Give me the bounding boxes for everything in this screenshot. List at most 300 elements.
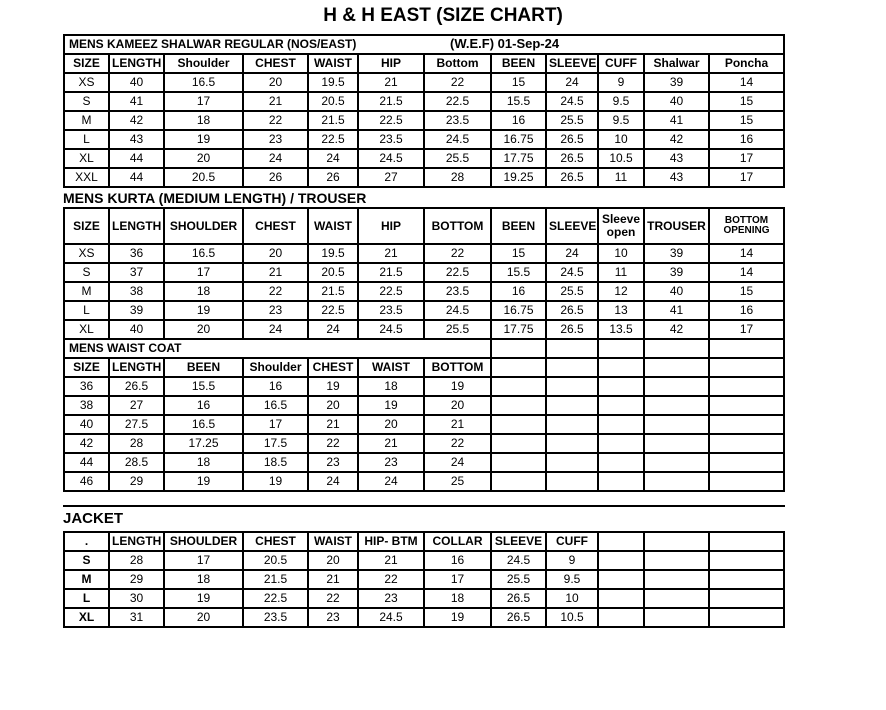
table-cell: 24: [546, 73, 598, 92]
empty-cell: [644, 377, 709, 396]
table-cell: 17.25: [164, 434, 243, 453]
table-cell: L: [64, 589, 109, 608]
table-cell: M: [64, 111, 109, 130]
table-cell: 24.5: [546, 92, 598, 111]
empty-cell: [709, 396, 784, 415]
table-cell: 22.5: [358, 111, 424, 130]
column-header: SIZE: [64, 358, 109, 377]
table-cell: 21.5: [308, 111, 358, 130]
column-header: HIP: [358, 208, 424, 244]
table-row: [64, 149, 784, 168]
table-cell: 27: [358, 168, 424, 187]
table-cell: 16: [424, 551, 491, 570]
column-header: .: [64, 532, 109, 551]
table-cell: 24: [546, 244, 598, 263]
empty-cell: [644, 551, 709, 570]
table-cell: 24.5: [358, 608, 424, 627]
column-header: TROUSER: [644, 208, 709, 244]
table-cell: 22.5: [424, 92, 491, 111]
table-cell: 19: [424, 608, 491, 627]
table-cell: 39: [644, 263, 709, 282]
empty-cell: [644, 434, 709, 453]
jacket-table-body: [64, 532, 784, 627]
table-cell: 16.5: [164, 73, 243, 92]
table-cell: 20: [308, 551, 358, 570]
table-cell: 16.5: [164, 244, 243, 263]
table-cell: 14: [709, 244, 784, 263]
column-header: CHEST: [243, 532, 308, 551]
table-row: [64, 551, 784, 570]
table-cell: 19: [164, 472, 243, 491]
table-cell: 10: [598, 130, 644, 149]
table-cell: 20: [308, 396, 358, 415]
table-cell: 20: [164, 608, 243, 627]
empty-header-cell: [644, 358, 709, 377]
empty-cell: [709, 377, 784, 396]
table-cell: 19.5: [308, 244, 358, 263]
table-cell: 39: [644, 73, 709, 92]
table-cell: XL: [64, 608, 109, 627]
table-row: [64, 415, 784, 434]
column-header: LENGTH: [109, 54, 164, 73]
page-title: H & H EAST (SIZE CHART): [323, 5, 563, 26]
table-cell: 19: [243, 472, 308, 491]
table-cell: 20: [164, 320, 243, 339]
effective-date: (W.E.F) 01-Sep-24: [450, 36, 560, 51]
table-row: [64, 111, 784, 130]
table-cell: 17: [709, 149, 784, 168]
table-cell: 23.5: [424, 282, 491, 301]
column-header: BOTTOM: [424, 358, 491, 377]
table-cell: 42: [64, 434, 109, 453]
empty-cell: [644, 589, 709, 608]
table-cell: 22: [308, 434, 358, 453]
table-cell: 21: [424, 415, 491, 434]
column-header: CHEST: [243, 54, 308, 73]
table-cell: 26.5: [546, 168, 598, 187]
table-cell: 23.5: [424, 111, 491, 130]
table-row: [64, 301, 784, 320]
empty-cell: [598, 453, 644, 472]
table-cell: S: [64, 92, 109, 111]
table-cell: 16.5: [243, 396, 308, 415]
empty-cell: [598, 551, 644, 570]
column-header: WAIST: [308, 532, 358, 551]
table-cell: 20: [424, 396, 491, 415]
table-cell: 23.5: [243, 608, 308, 627]
table-cell: 18: [164, 453, 243, 472]
empty-cell: [598, 608, 644, 627]
table-cell: 19.25: [491, 168, 546, 187]
column-header: CUFF: [598, 54, 644, 73]
header-row: [64, 54, 784, 73]
column-header: CUFF: [546, 532, 598, 551]
header-row: [64, 532, 784, 551]
table-cell: 15.5: [164, 377, 243, 396]
table-cell: 27.5: [109, 415, 164, 434]
column-header: BEEN: [491, 54, 546, 73]
empty-cell: [546, 472, 598, 491]
table-cell: 23: [243, 301, 308, 320]
empty-cell: [644, 339, 709, 358]
column-header: BOTTOM OPENING: [709, 208, 784, 244]
table-cell: 26.5: [546, 320, 598, 339]
empty-cell: [546, 453, 598, 472]
table-cell: XL: [64, 320, 109, 339]
table-cell: 21: [243, 92, 308, 111]
table-cell: 37: [109, 263, 164, 282]
empty-cell: [709, 434, 784, 453]
table-cell: 44: [109, 168, 164, 187]
table-cell: XL: [64, 149, 109, 168]
table-cell: 25.5: [424, 149, 491, 168]
table-cell: 21.5: [243, 570, 308, 589]
empty-cell: [598, 472, 644, 491]
table-cell: 38: [64, 396, 109, 415]
table-row: [64, 168, 784, 187]
table-cell: 17: [709, 168, 784, 187]
column-header: SLEEVE: [546, 54, 598, 73]
table-cell: 24.5: [546, 263, 598, 282]
table-cell: 23.5: [358, 130, 424, 149]
table-cell: 10: [598, 244, 644, 263]
table-cell: 24: [308, 472, 358, 491]
table-cell: 20.5: [164, 168, 243, 187]
kurta-waistcoat-table: [63, 207, 785, 492]
table-cell: 24.5: [491, 551, 546, 570]
table-cell: 26: [243, 168, 308, 187]
table-cell: 16: [491, 111, 546, 130]
table-cell: L: [64, 301, 109, 320]
table-cell: 26.5: [491, 608, 546, 627]
table-cell: 15: [709, 92, 784, 111]
empty-cell: [598, 589, 644, 608]
table-cell: 39: [644, 244, 709, 263]
empty-cell: [491, 434, 546, 453]
table-cell: 20.5: [243, 551, 308, 570]
column-header: Bottom: [424, 54, 491, 73]
table-cell: 12: [598, 282, 644, 301]
table-cell: 21: [358, 73, 424, 92]
table-cell: 19: [164, 589, 243, 608]
table-cell: 26.5: [546, 130, 598, 149]
column-header: CHEST: [243, 208, 308, 244]
empty-cell: [491, 339, 546, 358]
table-cell: 22.5: [358, 282, 424, 301]
table-cell: 20.5: [308, 92, 358, 111]
column-header: HIP- BTM: [358, 532, 424, 551]
column-header: HIP: [358, 54, 424, 73]
table-cell: S: [64, 263, 109, 282]
column-header: Shoulder: [243, 358, 308, 377]
table-cell: 38: [109, 282, 164, 301]
table-cell: 13: [598, 301, 644, 320]
table-cell: 17: [243, 415, 308, 434]
table-cell: 13.5: [598, 320, 644, 339]
table-cell: 16: [164, 396, 243, 415]
column-header: CHEST: [308, 358, 358, 377]
table-cell: 29: [109, 472, 164, 491]
table-cell: 9.5: [546, 570, 598, 589]
table-cell: 18: [164, 570, 243, 589]
empty-cell: [598, 570, 644, 589]
table-cell: 10: [546, 589, 598, 608]
empty-cell: [709, 551, 784, 570]
empty-cell: [709, 608, 784, 627]
table-cell: 41: [109, 92, 164, 111]
table-cell: 22: [424, 73, 491, 92]
empty-cell: [598, 377, 644, 396]
jacket-section-title: JACKET: [63, 510, 124, 527]
table-cell: 9.5: [598, 111, 644, 130]
column-header: SHOULDER: [164, 532, 243, 551]
table-cell: 17.75: [491, 149, 546, 168]
table-cell: 40: [644, 282, 709, 301]
table-cell: 17: [164, 551, 243, 570]
table-cell: 24: [308, 149, 358, 168]
table-cell: 44: [64, 453, 109, 472]
column-header: LENGTH: [109, 208, 164, 244]
table-cell: L: [64, 130, 109, 149]
column-header: SIZE: [64, 54, 109, 73]
table-cell: 19: [164, 301, 243, 320]
table-cell: 19: [308, 377, 358, 396]
table-cell: M: [64, 282, 109, 301]
table-cell: XXL: [64, 168, 109, 187]
empty-cell: [491, 415, 546, 434]
empty-cell: [491, 396, 546, 415]
empty-cell: [709, 570, 784, 589]
table-cell: 39: [109, 301, 164, 320]
table-row: [64, 453, 784, 472]
table-cell: 29: [109, 570, 164, 589]
empty-header-cell: [709, 532, 784, 551]
table-cell: 41: [644, 111, 709, 130]
table-cell: 21: [358, 434, 424, 453]
empty-cell: [709, 339, 784, 358]
table-cell: 43: [109, 130, 164, 149]
table-cell: 15: [709, 282, 784, 301]
table-cell: 22: [308, 589, 358, 608]
table-cell: 24: [424, 453, 491, 472]
table-cell: 9: [598, 73, 644, 92]
table-cell: 22: [424, 244, 491, 263]
table-cell: 20.5: [308, 263, 358, 282]
empty-header-cell: [709, 358, 784, 377]
table-row: [64, 73, 784, 92]
table-cell: 42: [109, 111, 164, 130]
column-header: COLLAR: [424, 532, 491, 551]
table-cell: 10.5: [598, 149, 644, 168]
table-cell: 17.75: [491, 320, 546, 339]
empty-cell: [546, 415, 598, 434]
table-cell: 18.5: [243, 453, 308, 472]
table-cell: 44: [109, 149, 164, 168]
table-cell: 21.5: [308, 282, 358, 301]
table-cell: 23.5: [358, 301, 424, 320]
table-cell: 24.5: [358, 149, 424, 168]
empty-header-cell: [491, 358, 546, 377]
empty-header-cell: [644, 532, 709, 551]
table-cell: 21: [308, 570, 358, 589]
table-row: [64, 244, 784, 263]
table-cell: 16: [491, 282, 546, 301]
table-cell: 22: [358, 570, 424, 589]
table-cell: 43: [644, 168, 709, 187]
table-cell: 11: [598, 263, 644, 282]
empty-cell: [709, 415, 784, 434]
table-cell: 25.5: [491, 570, 546, 589]
table-cell: 28: [424, 168, 491, 187]
table-cell: 26.5: [546, 301, 598, 320]
header-row: [64, 208, 784, 244]
table-cell: 22.5: [308, 130, 358, 149]
table-cell: S: [64, 551, 109, 570]
table-title-row: [64, 339, 784, 358]
table-cell: 16: [243, 377, 308, 396]
table-cell: 23: [358, 453, 424, 472]
jacket-table: [63, 531, 785, 628]
table-cell: 24: [243, 320, 308, 339]
table-cell: 40: [109, 73, 164, 92]
table-cell: 17: [164, 263, 243, 282]
table-cell: 19: [164, 130, 243, 149]
column-header: BEEN: [491, 208, 546, 244]
table-cell: 22: [243, 282, 308, 301]
table-cell: 25.5: [424, 320, 491, 339]
table-row: [64, 570, 784, 589]
kurta-section-title: MENS KURTA (MEDIUM LENGTH) / TROUSER: [63, 190, 367, 206]
table-cell: 23: [308, 453, 358, 472]
table-cell: 26.5: [546, 149, 598, 168]
table-cell: 24.5: [358, 320, 424, 339]
table-cell: 20: [243, 73, 308, 92]
table-cell: 18: [358, 377, 424, 396]
table-cell: 25.5: [546, 111, 598, 130]
table-row: [64, 92, 784, 111]
table-cell: 23: [243, 130, 308, 149]
table-cell: 25: [424, 472, 491, 491]
table-cell: 42: [644, 130, 709, 149]
table-cell: 16.75: [491, 130, 546, 149]
table-row: [64, 263, 784, 282]
table-cell: 15.5: [491, 92, 546, 111]
column-header: WAIST: [358, 358, 424, 377]
table-cell: 21: [358, 551, 424, 570]
table-cell: 28.5: [109, 453, 164, 472]
column-header: BEEN: [164, 358, 243, 377]
column-header: WAIST: [308, 54, 358, 73]
table-cell: 24: [243, 149, 308, 168]
table-row: [64, 589, 784, 608]
table-cell: 16: [709, 130, 784, 149]
table-cell: 18: [164, 111, 243, 130]
table-row: [64, 396, 784, 415]
table-cell: 40: [64, 415, 109, 434]
column-header: SHOULDER: [164, 208, 243, 244]
table-cell: 19: [358, 396, 424, 415]
table-cell: 31: [109, 608, 164, 627]
table-cell: 17: [164, 92, 243, 111]
table-cell: 26: [308, 168, 358, 187]
empty-cell: [709, 472, 784, 491]
table-cell: 22: [424, 434, 491, 453]
empty-cell: [491, 377, 546, 396]
table-cell: XS: [64, 244, 109, 263]
table-cell: 16: [709, 301, 784, 320]
table-cell: 9: [546, 551, 598, 570]
table-cell: 30: [109, 589, 164, 608]
table-cell: 11: [598, 168, 644, 187]
column-header: Poncha: [709, 54, 784, 73]
table-cell: 21.5: [358, 263, 424, 282]
table-cell: 15.5: [491, 263, 546, 282]
table-row: [64, 472, 784, 491]
table-cell: 25.5: [546, 282, 598, 301]
column-header: BOTTOM: [424, 208, 491, 244]
table-cell: 9.5: [598, 92, 644, 111]
column-header: Shoulder: [164, 54, 243, 73]
table-cell: 23: [308, 608, 358, 627]
table-cell: 17.5: [243, 434, 308, 453]
table-cell: 17: [424, 570, 491, 589]
table-cell: 14: [709, 263, 784, 282]
table-cell: 22: [243, 111, 308, 130]
empty-header-cell: [598, 532, 644, 551]
table-cell: M: [64, 570, 109, 589]
table-cell: 21: [308, 415, 358, 434]
table-cell: 22.5: [308, 301, 358, 320]
table-cell: 18: [424, 589, 491, 608]
table-cell: 20: [164, 149, 243, 168]
column-header: SLEEVE: [546, 208, 598, 244]
table-cell: 24: [308, 320, 358, 339]
empty-cell: [598, 434, 644, 453]
table-cell: 19.5: [308, 73, 358, 92]
empty-cell: [709, 453, 784, 472]
kameez-table-title: MENS KAMEEZ SHALWAR REGULAR (NOS/EAST): [69, 37, 357, 52]
column-header: SLEEVE: [491, 532, 546, 551]
table-cell: 20: [358, 415, 424, 434]
divider-line: [63, 505, 785, 507]
table-cell: 19: [424, 377, 491, 396]
waistcoat-table-body: [64, 358, 784, 491]
table-cell: 21: [243, 263, 308, 282]
empty-cell: [598, 396, 644, 415]
column-header: SIZE: [64, 208, 109, 244]
table-cell: 46: [64, 472, 109, 491]
kameez-table-title-cell: [64, 35, 784, 54]
column-header: LENGTH: [109, 532, 164, 551]
table-cell: 16.75: [491, 301, 546, 320]
empty-cell: [546, 396, 598, 415]
empty-cell: [491, 453, 546, 472]
empty-cell: [644, 396, 709, 415]
column-header: Sleeve open: [598, 208, 644, 244]
table-cell: 10.5: [546, 608, 598, 627]
table-cell: 43: [644, 149, 709, 168]
column-header: Shalwar: [644, 54, 709, 73]
table-cell: 17: [709, 320, 784, 339]
table-cell: 22.5: [424, 263, 491, 282]
empty-cell: [644, 570, 709, 589]
table-cell: 21.5: [358, 92, 424, 111]
empty-header-cell: [598, 358, 644, 377]
empty-cell: [491, 472, 546, 491]
waistcoat-table-title: MENS WAIST COAT: [64, 339, 491, 358]
kameez-shalwar-table: [63, 34, 785, 188]
kameez-table-body: [64, 54, 784, 187]
